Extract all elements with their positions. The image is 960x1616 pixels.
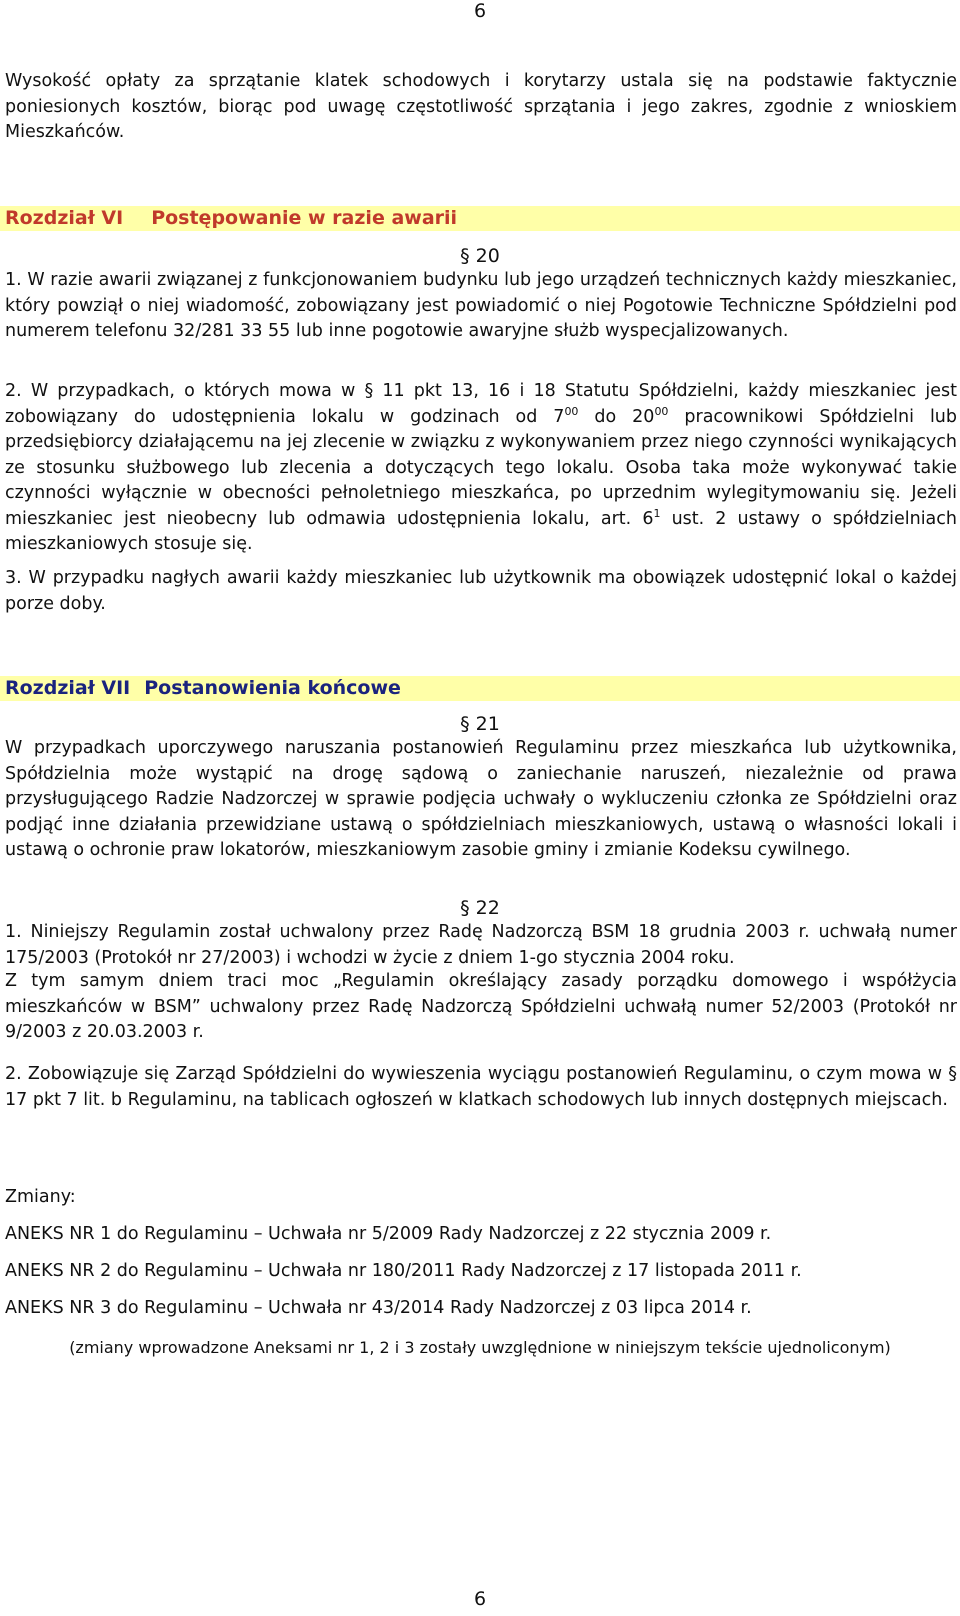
chapter-7-number: Rozdział VII	[5, 677, 131, 699]
section-21-paragraph: W przypadkach uporczywego naruszania postanowień Regulaminu przez mieszkańca lub użytkownika, Spółdzielnia może wystąpić na drogę sądową o zaniechanie naruszeń, niezależnie od prawa przysługującego Radzie Nadzorczej w sprawie podjęcia uchwały o wykluczeniu członka ze Spółdzielni oraz podjąć inne działania przewidziane ustawą o spółdzielniach mieszkaniowych, ustawą o własności lokali i ustawą o ochronie praw lokatorów, mieszkaniowym zasobie gminy i zmianie Kodeksu cywilnego.	[5, 738, 957, 860]
page-number-top: 6	[473, 0, 487, 22]
p2-text-a: 2. W przypadkach, o których mowa w § 11 pkt 13, 16 i 18 Statutu Spółdzielni, każdy mieszkaniec jest zobowiązany do udostępnienia lokalu w godzinach od 7	[5, 381, 957, 427]
section-20-paragraph-2	[5, 379, 957, 558]
chapter-7-title: Postanowienia końcowe	[144, 677, 401, 699]
changes-note: (zmiany wprowadzone Aneksami nr 1, 2 i 3 zostały uwzględnione w niniejszym tekście ujednoliconym)	[69, 1338, 891, 1357]
p2-text-c: pracownikowi Spółdzielni lub przedsiębiorcy działającemu na jej zlecenie w związku z wykonywaniem przez niego czynności wynikających ze stosunku służbowego lub zlecenia a dotyczących tego lokalu. Osoba taka może wykonywać takie czynności wyłącznie w obecności pełnoletniego mieszkańca, po uprzednim wylegitymowaniu się. Jeżeli mieszkaniec jest nieobecny lub odmawia udostępnienia lokalu, art. 6	[5, 406, 958, 529]
section-22-paragraph-1: 1. Niniejszy Regulamin został uchwalony przez Radę Nadzorczą BSM 18 grudnia 2003 r. uchwałą numer 175/2003 (Protokół nr 27/2003) i wchodzi w życie z dniem 1-go stycznia 2004 roku.	[5, 922, 957, 968]
p2-sup-1: 00	[564, 404, 579, 418]
chapter-6-number: Rozdział VI	[5, 207, 124, 229]
changes-heading: Zmiany:	[5, 1187, 76, 1207]
p2-sup-3: 1	[653, 506, 661, 520]
p2-text-d: ust. 2 ustawy o spółdzielniach mieszkaniowych stosuje się.	[5, 508, 957, 554]
chapter-6-heading	[5, 206, 457, 231]
intro-paragraph: Wysokość opłaty za sprzątanie klatek schodowych i korytarzy ustala się na podstawie faktycznie poniesionych kosztów, biorąc pod uwagę częstotliwość sprzątania i jego zakres, zgodnie z wnioskiem Mieszkańców.	[5, 71, 957, 142]
section-22-paragraph-1b: Z tym samym dniem traci moc „Regulamin określający zasady porządku domowego i współżycia mieszkańców w BSM” uchwalony przez Radę Nadzorczą Spółdzielni uchwałą numer 52/2003 (Protokół nr 9/2003 z 20.03.2003 r.	[5, 971, 957, 1042]
annex-3: ANEKS NR 3 do Regulaminu – Uchwała nr 43/2014 Rady Nadzorczej z 03 lipca 2014 r.	[5, 1298, 752, 1318]
section-20-paragraph-3: 3. W przypadku nagłych awarii każdy mieszkaniec lub użytkownik ma obowiązek udostępnić lokal o każdej porze doby.	[5, 568, 957, 614]
annex-1: ANEKS NR 1 do Regulaminu – Uchwała nr 5/2009 Rady Nadzorczej z 22 stycznia 2009 r.	[5, 1224, 772, 1244]
section-22-paragraph-2: 2. Zobowiązuje się Zarząd Spółdzielni do wywieszenia wyciągu postanowień Regulaminu, o czym mowa w § 17 pkt 7 lit. b Regulaminu, na tablicach ogłoszeń w klatkach schodowych lub innych dostępnych miejscach.	[5, 1064, 957, 1110]
page-number-bottom: 6	[473, 1588, 487, 1610]
chapter-6-title: Postępowanie w razie awarii	[151, 207, 458, 229]
annex-2: ANEKS NR 2 do Regulaminu – Uchwała nr 180/2011 Rady Nadzorczej z 17 listopada 2011 r.	[5, 1261, 802, 1281]
section-22-label: § 22	[460, 897, 500, 919]
p2-sup-2: 00	[654, 404, 669, 418]
p2-text-b: do 20	[578, 406, 655, 427]
chapter-7-heading	[5, 676, 401, 701]
section-20-label: § 20	[460, 245, 500, 267]
section-20-paragraph-1: 1. W razie awarii związanej z funkcjonowaniem budynku lub jego urządzeń technicznych każdy mieszkaniec, który powziął o niej wiadomość, zobowiązany jest powiadomić o niej Pogotowie Techniczne Spółdzielni pod numerem telefonu 32/281 33 55 lub inne pogotowie awaryjne służb wyspecjalizowanych.	[5, 270, 957, 341]
section-21-label: § 21	[460, 713, 500, 735]
